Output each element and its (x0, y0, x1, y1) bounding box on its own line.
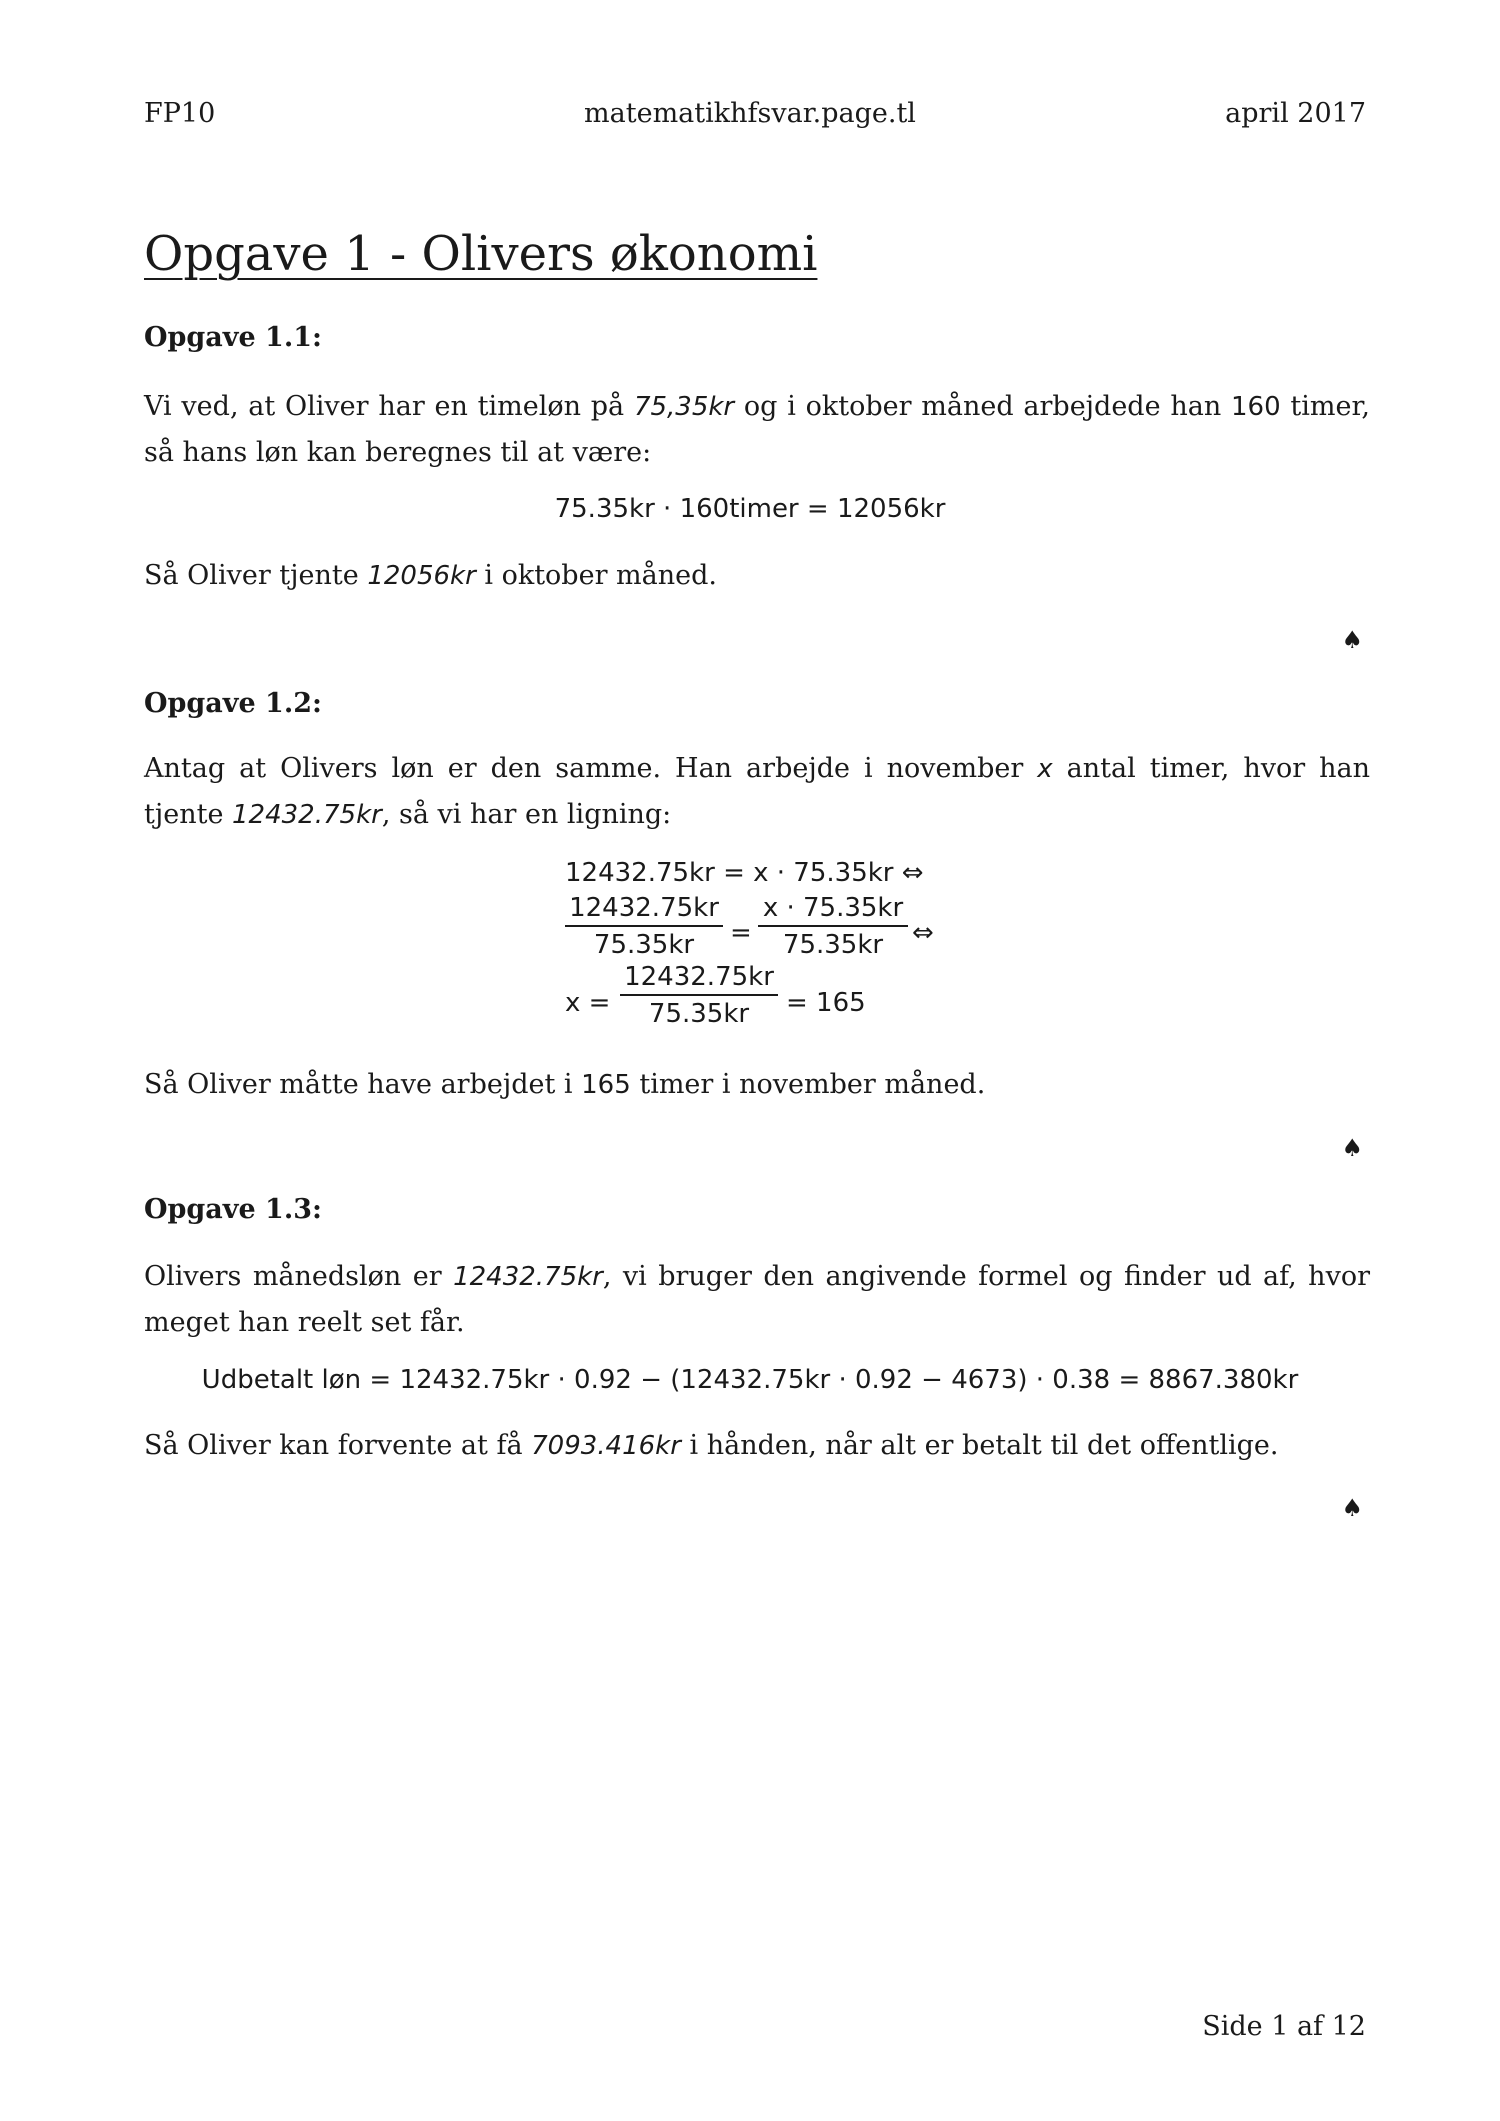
section-1-1-heading: Opgave 1.1: (144, 322, 322, 353)
fraction-denominator: 75.35kr (782, 930, 884, 960)
end-mark-icon: ♠ (1341, 1494, 1363, 1522)
math-inline: x (1037, 754, 1053, 784)
fraction-numerator: 12432.75kr (565, 893, 723, 927)
equals-sign: = (730, 918, 752, 948)
fraction-right (758, 893, 908, 960)
page-title: Opgave 1 - Olivers økonomi (144, 226, 818, 282)
text: Olivers månedsløn er (144, 1261, 454, 1292)
equation-1-3: Udbetalt løn = 12432.75kr · 0.92 − (12432.75kr · 0.92 − 4673) · 0.38 = 8867.380kr (201, 1365, 1299, 1395)
equation-line-1: 12432.75kr = x · 75.35kr ⇔ (565, 858, 924, 888)
fraction-numerator: x · 75.35kr (758, 893, 908, 927)
math-inline: 12056kr (367, 561, 476, 591)
section-1-2-heading: Opgave 1.2: (144, 688, 322, 719)
text: antal timer, hvor han tjente (144, 753, 1371, 830)
math-inline: 165 (581, 1070, 631, 1100)
text: Så Oliver tjente (144, 560, 368, 591)
section-1-2-conclusion (144, 1062, 1370, 1108)
fraction-numerator: 12432.75kr (620, 962, 778, 996)
text: i oktober måned. (475, 560, 717, 591)
fraction-left (565, 893, 723, 960)
page-number: Side 1 af 12 (1202, 2011, 1366, 2042)
fraction-denominator: 75.35kr (648, 999, 750, 1029)
text: og i oktober måned arbejdede han (734, 391, 1231, 422)
end-mark-icon: ♠ (1341, 1134, 1363, 1162)
text: , så vi har en ligning: (381, 799, 672, 830)
text: Så Oliver måtte have arbejdet i (144, 1069, 582, 1100)
math-inline: 12432.75kr (453, 1262, 603, 1292)
header-right: april 2017 (1225, 98, 1366, 129)
end-mark-icon: ♠ (1341, 626, 1363, 654)
equivalence-arrow: ⇔ (912, 918, 934, 948)
header-center: matematikhfsvar.page.tl (584, 98, 916, 129)
math-inline: 7093.416kr (531, 1431, 681, 1461)
equation-result: = 165 (786, 988, 866, 1018)
text: timer, så hans løn kan beregnes til at være: (144, 391, 1371, 468)
text: timer i november måned. (630, 1069, 986, 1100)
fraction-denominator: 75.35kr (593, 930, 695, 960)
header-left: FP10 (144, 98, 216, 129)
section-1-3-conclusion (144, 1423, 1370, 1469)
math-inline: 160 (1231, 392, 1281, 422)
text: Vi ved, at Oliver har en timeløn på (144, 391, 634, 422)
text: , vi bruger den angivende formel og finder ud af, hvor meget han reelt set får. (144, 1261, 1370, 1338)
section-1-3-paragraph (144, 1254, 1370, 1345)
math-inline: 75,35kr (633, 392, 735, 422)
fraction-result (620, 962, 778, 1029)
equation-1-1: 75.35kr · 160timer = 12056kr (554, 494, 946, 524)
text: Så Oliver kan forvente at få (144, 1430, 532, 1461)
text: i hånden, når alt er betalt til det offentlige. (680, 1430, 1279, 1461)
text: Antag at Olivers løn er den samme. Han arbejde i november (144, 753, 1038, 784)
math-inline: 12432.75kr (232, 800, 382, 830)
equation-x-label: x = (565, 988, 611, 1018)
section-1-3-heading: Opgave 1.3: (144, 1194, 322, 1225)
